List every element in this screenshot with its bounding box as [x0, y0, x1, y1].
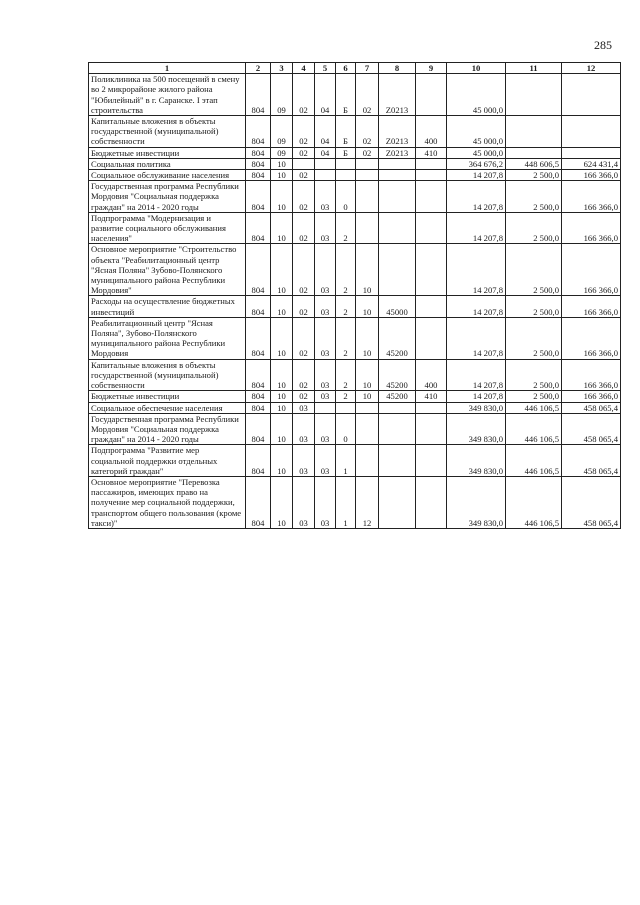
cell-col-3: 10	[271, 296, 293, 317]
cell-col-2: 804	[246, 359, 271, 391]
cell-col-11	[506, 116, 562, 148]
cell-col-6	[336, 402, 356, 413]
cell-col-9	[416, 317, 447, 359]
cell-col-10: 14 207,8	[447, 181, 506, 213]
cell-col-10: 349 830,0	[447, 402, 506, 413]
cell-col-9	[416, 296, 447, 317]
cell-col-2: 804	[246, 116, 271, 148]
column-header-5: 5	[315, 63, 336, 74]
cell-col-11: 446 106,5	[506, 413, 562, 445]
cell-col-6: 2	[336, 296, 356, 317]
column-header-1: 1	[89, 63, 246, 74]
cell-col-9	[416, 445, 447, 477]
cell-col-3: 10	[271, 212, 293, 244]
cell-col-11	[506, 147, 562, 158]
row-label: Основное мероприятие "Строительство объекта "Реабилитационный центр "Ясная Поляна" Зубово-Полянского муниципального района Республики Мордовия"	[89, 244, 246, 296]
cell-col-7: 10	[356, 317, 379, 359]
cell-col-8	[379, 244, 416, 296]
cell-col-6: 1	[336, 476, 356, 528]
cell-col-12: 166 366,0	[562, 317, 621, 359]
cell-col-4: 03	[293, 413, 315, 445]
column-header-7: 7	[356, 63, 379, 74]
cell-col-2: 804	[246, 181, 271, 213]
cell-col-6: Б	[336, 74, 356, 116]
cell-col-10: 364 676,2	[447, 158, 506, 169]
cell-col-10: 14 207,8	[447, 244, 506, 296]
cell-col-8	[379, 402, 416, 413]
table-row	[89, 317, 621, 359]
cell-col-4: 02	[293, 244, 315, 296]
cell-col-3: 09	[271, 74, 293, 116]
cell-col-7: 02	[356, 74, 379, 116]
cell-col-8	[379, 158, 416, 169]
cell-col-4: 02	[293, 212, 315, 244]
cell-col-6	[336, 158, 356, 169]
cell-col-3: 10	[271, 359, 293, 391]
row-label: Бюджетные инвестиции	[89, 147, 246, 158]
cell-col-2: 804	[246, 158, 271, 169]
cell-col-3: 10	[271, 244, 293, 296]
cell-col-5	[315, 402, 336, 413]
cell-col-2: 804	[246, 212, 271, 244]
cell-col-12: 458 065,4	[562, 445, 621, 477]
column-header-9: 9	[416, 63, 447, 74]
cell-col-4: 02	[293, 391, 315, 402]
cell-col-2: 804	[246, 391, 271, 402]
cell-col-4: 03	[293, 476, 315, 528]
cell-col-3: 09	[271, 116, 293, 148]
cell-col-10: 14 207,8	[447, 391, 506, 402]
cell-col-12: 458 065,4	[562, 413, 621, 445]
table-row	[89, 212, 621, 244]
cell-col-7: 02	[356, 116, 379, 148]
cell-col-9	[416, 413, 447, 445]
cell-col-11: 2 500,0	[506, 244, 562, 296]
cell-col-2: 804	[246, 170, 271, 181]
cell-col-9	[416, 170, 447, 181]
cell-col-6: 2	[336, 359, 356, 391]
cell-col-4: 02	[293, 147, 315, 158]
cell-col-9	[416, 402, 447, 413]
cell-col-9: 400	[416, 359, 447, 391]
cell-col-8	[379, 476, 416, 528]
table-row	[89, 74, 621, 116]
cell-col-6: 2	[336, 317, 356, 359]
cell-col-3: 10	[271, 391, 293, 402]
row-label: Реабилитационный центр "Ясная Поляна", Зубово-Полянского муниципального района Республики Мордовия	[89, 317, 246, 359]
cell-col-8: Z0213	[379, 74, 416, 116]
cell-col-5	[315, 158, 336, 169]
cell-col-2: 804	[246, 147, 271, 158]
cell-col-8: 45000	[379, 296, 416, 317]
cell-col-4: 02	[293, 359, 315, 391]
column-header-11: 11	[506, 63, 562, 74]
column-header-4: 4	[293, 63, 315, 74]
cell-col-2: 804	[246, 317, 271, 359]
cell-col-5: 04	[315, 116, 336, 148]
cell-col-5: 03	[315, 212, 336, 244]
cell-col-9	[416, 181, 447, 213]
cell-col-5: 03	[315, 317, 336, 359]
cell-col-10: 349 830,0	[447, 413, 506, 445]
cell-col-9	[416, 212, 447, 244]
cell-col-3: 10	[271, 181, 293, 213]
row-label: Поликлиника на 500 посещений в смену во 2 микрорайоне жилого района "Юбилейный" в г. Саранске. I этап строительства	[89, 74, 246, 116]
table-row	[89, 445, 621, 477]
table-row	[89, 170, 621, 181]
cell-col-6: Б	[336, 116, 356, 148]
table-row	[89, 391, 621, 402]
cell-col-7: 10	[356, 244, 379, 296]
cell-col-2: 804	[246, 402, 271, 413]
cell-col-2: 804	[246, 476, 271, 528]
cell-col-5: 03	[315, 296, 336, 317]
cell-col-8: 45200	[379, 317, 416, 359]
table-row	[89, 181, 621, 213]
cell-col-5: 03	[315, 244, 336, 296]
cell-col-8	[379, 445, 416, 477]
column-header-3: 3	[271, 63, 293, 74]
cell-col-10: 14 207,8	[447, 296, 506, 317]
cell-col-2: 804	[246, 296, 271, 317]
row-label: Социальное обслуживание населения	[89, 170, 246, 181]
cell-col-7	[356, 413, 379, 445]
column-header-10: 10	[447, 63, 506, 74]
row-label: Социальное обеспечение населения	[89, 402, 246, 413]
cell-col-8	[379, 212, 416, 244]
cell-col-9: 410	[416, 391, 447, 402]
cell-col-10: 14 207,8	[447, 359, 506, 391]
cell-col-10: 14 207,8	[447, 317, 506, 359]
cell-col-5: 03	[315, 391, 336, 402]
table-row	[89, 158, 621, 169]
cell-col-12	[562, 74, 621, 116]
cell-col-11: 2 500,0	[506, 296, 562, 317]
cell-col-10: 45 000,0	[447, 74, 506, 116]
table-row	[89, 116, 621, 148]
cell-col-8: 45200	[379, 391, 416, 402]
cell-col-6: 2	[336, 391, 356, 402]
row-label: Основное мероприятие "Перевозка пассажиров, имеющих право на получение мер социальной поддержки, транспортом общего пользования (кроме такси)"	[89, 476, 246, 528]
table-body	[89, 74, 621, 529]
cell-col-6: 2	[336, 244, 356, 296]
cell-col-9	[416, 476, 447, 528]
cell-col-3: 10	[271, 170, 293, 181]
cell-col-6: Б	[336, 147, 356, 158]
cell-col-5: 03	[315, 181, 336, 213]
cell-col-11: 448 606,5	[506, 158, 562, 169]
cell-col-3: 10	[271, 317, 293, 359]
cell-col-9: 410	[416, 147, 447, 158]
cell-col-7	[356, 402, 379, 413]
row-label: Бюджетные инвестиции	[89, 391, 246, 402]
cell-col-11: 2 500,0	[506, 359, 562, 391]
cell-col-3: 10	[271, 413, 293, 445]
cell-col-12: 166 366,0	[562, 244, 621, 296]
cell-col-9	[416, 244, 447, 296]
cell-col-8: Z0213	[379, 147, 416, 158]
cell-col-10: 349 830,0	[447, 476, 506, 528]
cell-col-5: 03	[315, 476, 336, 528]
cell-col-6: 0	[336, 181, 356, 213]
table-row	[89, 296, 621, 317]
row-label: Подпрограмма "Модернизация и развитие социального обслуживания населения"	[89, 212, 246, 244]
cell-col-11: 446 106,5	[506, 445, 562, 477]
cell-col-7: 10	[356, 296, 379, 317]
cell-col-4: 02	[293, 296, 315, 317]
row-label: Капитальные вложения в объекты государственной (муниципальной) собственности	[89, 359, 246, 391]
cell-col-11	[506, 74, 562, 116]
cell-col-7: 12	[356, 476, 379, 528]
table-row	[89, 359, 621, 391]
cell-col-11: 446 106,5	[506, 402, 562, 413]
cell-col-11: 2 500,0	[506, 170, 562, 181]
table-row	[89, 244, 621, 296]
cell-col-10: 14 207,8	[447, 170, 506, 181]
cell-col-2: 804	[246, 244, 271, 296]
cell-col-8	[379, 170, 416, 181]
cell-col-7: 10	[356, 359, 379, 391]
cell-col-12	[562, 147, 621, 158]
cell-col-3: 10	[271, 445, 293, 477]
row-label: Социальная политика	[89, 158, 246, 169]
cell-col-3: 10	[271, 476, 293, 528]
cell-col-2: 804	[246, 413, 271, 445]
cell-col-8: 45200	[379, 359, 416, 391]
row-label: Государственная программа Республики Мордовия "Социальная поддержка граждан" на 2014 - 2020 годы	[89, 181, 246, 213]
cell-col-5: 03	[315, 413, 336, 445]
cell-col-5: 03	[315, 359, 336, 391]
cell-col-5	[315, 170, 336, 181]
cell-col-8	[379, 181, 416, 213]
column-header-8: 8	[379, 63, 416, 74]
cell-col-9	[416, 158, 447, 169]
cell-col-12: 458 065,4	[562, 402, 621, 413]
cell-col-6: 1	[336, 445, 356, 477]
cell-col-10: 45 000,0	[447, 116, 506, 148]
cell-col-7	[356, 212, 379, 244]
cell-col-9: 400	[416, 116, 447, 148]
cell-col-8	[379, 413, 416, 445]
row-label: Капитальные вложения в объекты государственной (муниципальной) собственности	[89, 116, 246, 148]
cell-col-11: 446 106,5	[506, 476, 562, 528]
cell-col-7	[356, 181, 379, 213]
table-row	[89, 413, 621, 445]
cell-col-6	[336, 170, 356, 181]
cell-col-12: 166 366,0	[562, 181, 621, 213]
cell-col-12: 166 366,0	[562, 212, 621, 244]
row-label: Расходы на осуществление бюджетных инвестиций	[89, 296, 246, 317]
cell-col-10: 14 207,8	[447, 212, 506, 244]
cell-col-6: 0	[336, 413, 356, 445]
table-row	[89, 147, 621, 158]
column-header-2: 2	[246, 63, 271, 74]
row-label: Подпрограмма "Развитие мер социальной поддержки отдельных категорий граждан"	[89, 445, 246, 477]
row-label: Государственная программа Республики Мордовия "Социальная поддержка граждан" на 2014 - 2020 годы	[89, 413, 246, 445]
cell-col-5: 04	[315, 74, 336, 116]
cell-col-7	[356, 158, 379, 169]
cell-col-12: 458 065,4	[562, 476, 621, 528]
cell-col-7: 02	[356, 147, 379, 158]
table-row	[89, 402, 621, 413]
cell-col-4: 02	[293, 74, 315, 116]
cell-col-2: 804	[246, 445, 271, 477]
budget-table	[88, 62, 621, 529]
cell-col-5: 04	[315, 147, 336, 158]
cell-col-11: 2 500,0	[506, 212, 562, 244]
cell-col-8: Z0213	[379, 116, 416, 148]
cell-col-2: 804	[246, 74, 271, 116]
cell-col-11: 2 500,0	[506, 391, 562, 402]
cell-col-12: 624 431,4	[562, 158, 621, 169]
cell-col-7	[356, 170, 379, 181]
cell-col-12: 166 366,0	[562, 359, 621, 391]
cell-col-4: 02	[293, 181, 315, 213]
cell-col-12: 166 366,0	[562, 296, 621, 317]
column-header-12: 12	[562, 63, 621, 74]
cell-col-10: 45 000,0	[447, 147, 506, 158]
cell-col-6: 2	[336, 212, 356, 244]
cell-col-12: 166 366,0	[562, 391, 621, 402]
cell-col-11: 2 500,0	[506, 181, 562, 213]
cell-col-9	[416, 74, 447, 116]
cell-col-3: 10	[271, 402, 293, 413]
cell-col-11: 2 500,0	[506, 317, 562, 359]
cell-col-7	[356, 445, 379, 477]
cell-col-4: 02	[293, 170, 315, 181]
column-header-6: 6	[336, 63, 356, 74]
header-row	[89, 63, 621, 74]
cell-col-4	[293, 158, 315, 169]
page-number: 285	[594, 38, 612, 52]
cell-col-3: 09	[271, 147, 293, 158]
cell-col-5: 03	[315, 445, 336, 477]
cell-col-7: 10	[356, 391, 379, 402]
cell-col-12	[562, 116, 621, 148]
cell-col-4: 02	[293, 116, 315, 148]
cell-col-4: 03	[293, 402, 315, 413]
cell-col-4: 03	[293, 445, 315, 477]
table-row	[89, 476, 621, 528]
cell-col-4: 02	[293, 317, 315, 359]
cell-col-10: 349 830,0	[447, 445, 506, 477]
cell-col-12: 166 366,0	[562, 170, 621, 181]
cell-col-3: 10	[271, 158, 293, 169]
